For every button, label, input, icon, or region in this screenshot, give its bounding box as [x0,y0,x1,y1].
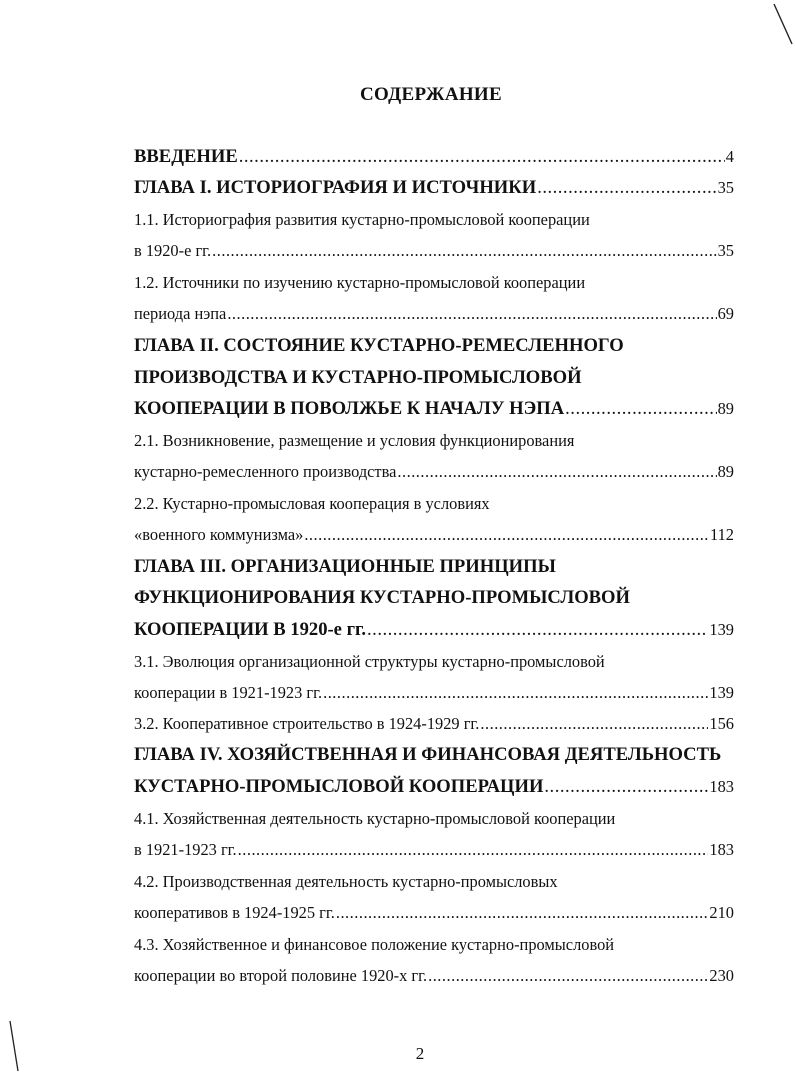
toc-entry-section-3-1[interactable]: 3.1. Эволюция организационной структуры кустарно-промысловой [134,652,605,671]
page-ref: 183 [709,777,734,796]
toc-entry-section-4-2[interactable]: 4.2. Производственная деятельность кустарно-промысловых [134,872,558,891]
page-ref: 183 [709,840,734,859]
toc-entry-section-1-2[interactable]: 1.2. Источники по изучению кустарно-промысловой кооперации [134,273,586,292]
toc-entry-chapter-2[interactable]: ГЛАВА II. СОСТОЯНИЕ КУСТАРНО-РЕМЕСЛЕННОГО [134,335,624,356]
toc-entry-section-4-2-cont[interactable]: кооперативов в 1924-1925 гг. ..... 210 [134,903,734,923]
toc-entry-section-1-2-cont[interactable]: периода нэпа ..... 69 [134,304,734,324]
toc-entry-chapter-1[interactable]: ГЛАВА I. ИСТОРИОГРАФИЯ И ИСТОЧНИКИ ..... 35 [134,177,734,199]
toc-entry-section-4-1[interactable]: 4.1. Хозяйственная деятельность кустарно-промысловой кооперации [134,809,616,828]
toc-entry-section-1-1-cont[interactable]: в 1920-е гг. ..... 35 [134,241,734,261]
page-ref: 230 [709,966,734,985]
dot-leader [367,619,708,641]
toc-entry-chapter-3-cont[interactable]: ФУНКЦИОНИРОВАНИЯ КУСТАРНО-ПРОМЫСЛОВОЙ [134,587,630,608]
toc-entry-section-4-1-cont[interactable]: в 1921-1923 гг. ..... 183 [134,840,734,860]
page-ref: 69 [717,304,734,323]
dot-leader [323,683,708,703]
dot-leader [304,525,709,545]
dot-leader [480,714,708,734]
toc-entry-section-2-2[interactable]: 2.2. Кустарно-промысловая кооперация в условиях [134,494,490,513]
dot-leader [212,241,716,261]
dot-leader [227,304,716,324]
toc-entry-chapter-2-cont[interactable]: ПРОИЗВОДСТВА И КУСТАРНО-ПРОМЫСЛОВОЙ [134,367,582,388]
toc-entry-section-4-3[interactable]: 4.3. Хозяйственное и финансовое положение кустарно-промысловой [134,935,615,954]
toc-entry-section-3-2[interactable]: 3.2. Кооперативное строительство в 1924-1929 гг. ..... 156 [134,714,734,734]
page-ref: 89 [717,462,734,481]
page-ref: 156 [709,714,734,733]
page-number: 2 [415,1044,425,1063]
dot-leader [397,462,716,482]
page-ref: 89 [717,399,734,418]
page-ref: 112 [710,525,734,544]
toc-entry-chapter-4-cont[interactable]: КУСТАРНО-ПРОМЫСЛОВОЙ КООПЕРАЦИИ ..... 183 [134,776,734,798]
toc-entry-section-2-1-cont[interactable]: кустарно-ремесленного производства ..... 89 [134,462,734,482]
page-ref: 35 [717,178,734,197]
toc-entry-section-4-3-cont[interactable]: кооперации во второй половине 1920-х гг. ..... 230 [134,966,734,986]
page-ref: 35 [717,241,734,260]
toc-entry-introduction[interactable]: ВВЕДЕНИЕ ..... 4 [134,146,734,168]
page-ref: 210 [709,903,734,922]
toc-entry-chapter-4[interactable]: ГЛАВА IV. ХОЗЯЙСТВЕННАЯ И ФИНАНСОВАЯ ДЕЯТЕЛЬНОСТЬ [134,744,722,765]
page-ref: 139 [709,620,734,639]
toc-entry-section-2-2-cont[interactable]: «военного коммунизма» ..... 112 [134,525,734,545]
dot-leader [238,840,709,860]
dot-leader [565,398,716,420]
toc-entry-chapter-2-cont[interactable]: КООПЕРАЦИИ В ПОВОЛЖЬЕ К НАЧАЛУ НЭПА ..... 89 [134,398,734,420]
dot-leader [336,903,709,923]
scan-mark-top-right [760,0,795,50]
dot-leader [239,146,725,168]
toc-title: СОДЕРЖАНИЕ [360,84,502,105]
toc-entry-section-1-1[interactable]: 1.1. Историография развития кустарно-промысловой кооперации [134,210,590,229]
dot-leader [537,177,716,199]
toc-entry-section-2-1[interactable]: 2.1. Возникновение, размещение и условия функционирования [134,431,575,450]
toc-entry-chapter-3[interactable]: ГЛАВА III. ОРГАНИЗАЦИОННЫЕ ПРИНЦИПЫ [134,556,556,577]
toc-entry-section-3-1-cont[interactable]: кооперации в 1921-1923 гг. ..... 139 [134,683,734,703]
dot-leader [544,776,708,798]
page-ref: 4 [725,147,734,166]
dot-leader [428,966,708,986]
toc-entry-chapter-3-cont[interactable]: КООПЕРАЦИИ В 1920-е гг. ..... 139 [134,619,734,641]
page-ref: 139 [709,683,734,702]
